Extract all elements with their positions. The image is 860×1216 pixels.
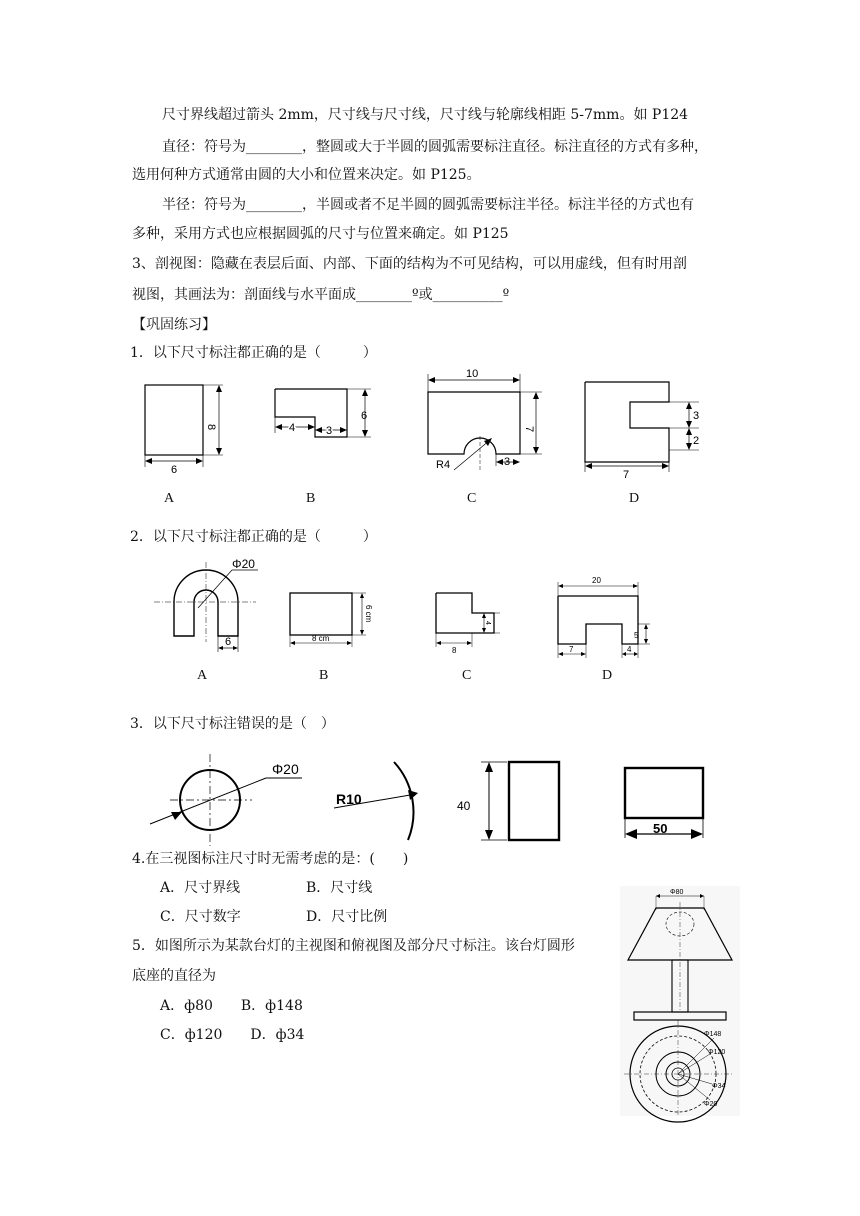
- q2d-dim-h: 5: [634, 631, 639, 640]
- q1-label-d: D: [629, 491, 640, 506]
- q3-dim-w: 50: [653, 821, 668, 836]
- q2a-dim-phi: Φ20: [232, 557, 255, 571]
- q1-figure-b: [265, 375, 375, 485]
- para-line-7: 视图，其画法为：剖面线与水平面成________º或__________º: [132, 287, 510, 303]
- q2-figure-a: [148, 558, 268, 658]
- q1c-dim-w: 3: [504, 456, 511, 468]
- q2b-dim-h: 6 cm: [364, 605, 373, 623]
- q2c-dim-h: 4: [484, 621, 491, 625]
- q1-text: 1．以下尺寸标注都正确的是（ ）: [130, 345, 377, 361]
- q4-option-b: B．尺寸线: [306, 880, 373, 896]
- q5-dim-top: Φ80: [670, 889, 684, 896]
- q5-options-ab: A．ф80 B．ф148: [160, 998, 303, 1014]
- q2-figure-c: [428, 585, 528, 665]
- q1b-dim-h: 6: [361, 410, 368, 422]
- q5-dim-34: Φ34: [712, 1083, 726, 1090]
- q3-figure-circle: [140, 752, 310, 852]
- q1c-dim-top: 10: [466, 368, 479, 380]
- q1d-dim-top: 3: [693, 410, 700, 422]
- q2c-dim-w: 8: [452, 646, 457, 655]
- para-line-1: 尺寸界线超过箭头 2mm，尺寸线与尺寸线，尺寸线与轮廓线相距 5-7mm。如 P124: [162, 107, 689, 123]
- q1b-dim-l: 4: [289, 422, 296, 434]
- q1-figure-d: [575, 372, 705, 482]
- q3-figure-arc: [330, 752, 440, 852]
- q5-lamp-figure: [620, 886, 740, 1116]
- q5-text-1: 5．如图所示为某款台灯的主视图和俯视图及部分尺寸标注。该台灯圆形: [132, 938, 575, 954]
- q2-text: 2．以下尺寸标注都正确的是（ ）: [130, 529, 377, 545]
- q2a-dim-w: 6: [225, 636, 232, 648]
- q1a-dim-w: 6: [171, 464, 178, 476]
- q1c-dim-r: R4: [436, 459, 451, 471]
- q1-label-c: C: [467, 491, 477, 506]
- q5-text-2: 底座的直径为: [132, 968, 216, 984]
- q1-figure-c: [418, 366, 558, 476]
- q2-label-c: C: [462, 668, 472, 683]
- q1-label-b: B: [306, 491, 316, 506]
- q5-options-cd: C．ф120 D．ф34: [160, 1027, 305, 1043]
- q2b-dim-w: 8 cm: [312, 634, 330, 643]
- q1d-dim-w: 7: [623, 469, 630, 481]
- q2-figure-d: [548, 574, 668, 664]
- q1-figure-a: [135, 375, 245, 485]
- q3-dim-phi: Φ20: [272, 761, 299, 777]
- section-title: 【巩固练习】: [132, 317, 216, 333]
- q5-dim-20: Φ20: [704, 1101, 718, 1108]
- q2-label-b: B: [319, 668, 329, 683]
- para-line-2: 直径：符号为________，整圆或大于半圆的圆弧需要标注直径。标注直径的方式有多种，: [162, 139, 708, 155]
- q2-label-a: A: [197, 668, 208, 683]
- q5-dim-120: Φ120: [708, 1049, 726, 1056]
- q1c-dim-h: 7: [523, 426, 535, 433]
- q5-dim-148: Φ148: [704, 1031, 722, 1038]
- q2-label-d: D: [602, 668, 613, 683]
- q3-figure-rect-h: [615, 752, 725, 852]
- q3-text: 3．以下尺寸标注错误的是（ ）: [130, 716, 335, 732]
- q1d-dim-bot: 2: [693, 435, 700, 447]
- para-line-5: 多种，采用方式也应根据圆弧的尺寸与位置来确定。如 P125: [132, 226, 509, 242]
- q3-figure-rect-v: [455, 752, 555, 852]
- q2-figure-b: [282, 585, 382, 665]
- q1-label-a: A: [164, 491, 175, 506]
- q4-option-c: C．尺寸数字: [160, 909, 241, 925]
- q1a-dim-h: 8: [205, 424, 217, 431]
- q4-option-a: A．尺寸界线: [160, 880, 241, 896]
- q2d-dim-l: 7: [569, 645, 574, 654]
- q4-text: 4.在三视图标注尺寸时无需考虑的是：( ): [132, 851, 409, 867]
- q1b-dim-r: 3: [326, 425, 333, 437]
- para-line-4: 半径：符号为________，半圆或者不足半圆的圆弧需要标注半径。标注半径的方式也有: [162, 197, 694, 213]
- q2d-dim-r: 4: [627, 645, 632, 654]
- para-line-3: 选用何种方式通常由圆的大小和位置来决定。如 P125。: [132, 167, 481, 183]
- q2d-dim-top: 20: [592, 576, 601, 585]
- para-line-6: 3、剖视图：隐藏在表层后面、内部、下面的结构为不可见结构，可以用虚线，但有时用剖: [132, 256, 687, 272]
- q4-option-d: D．尺寸比例: [306, 909, 388, 925]
- q3-dim-h: 40: [457, 799, 471, 813]
- q3-dim-r: R10: [336, 791, 362, 807]
